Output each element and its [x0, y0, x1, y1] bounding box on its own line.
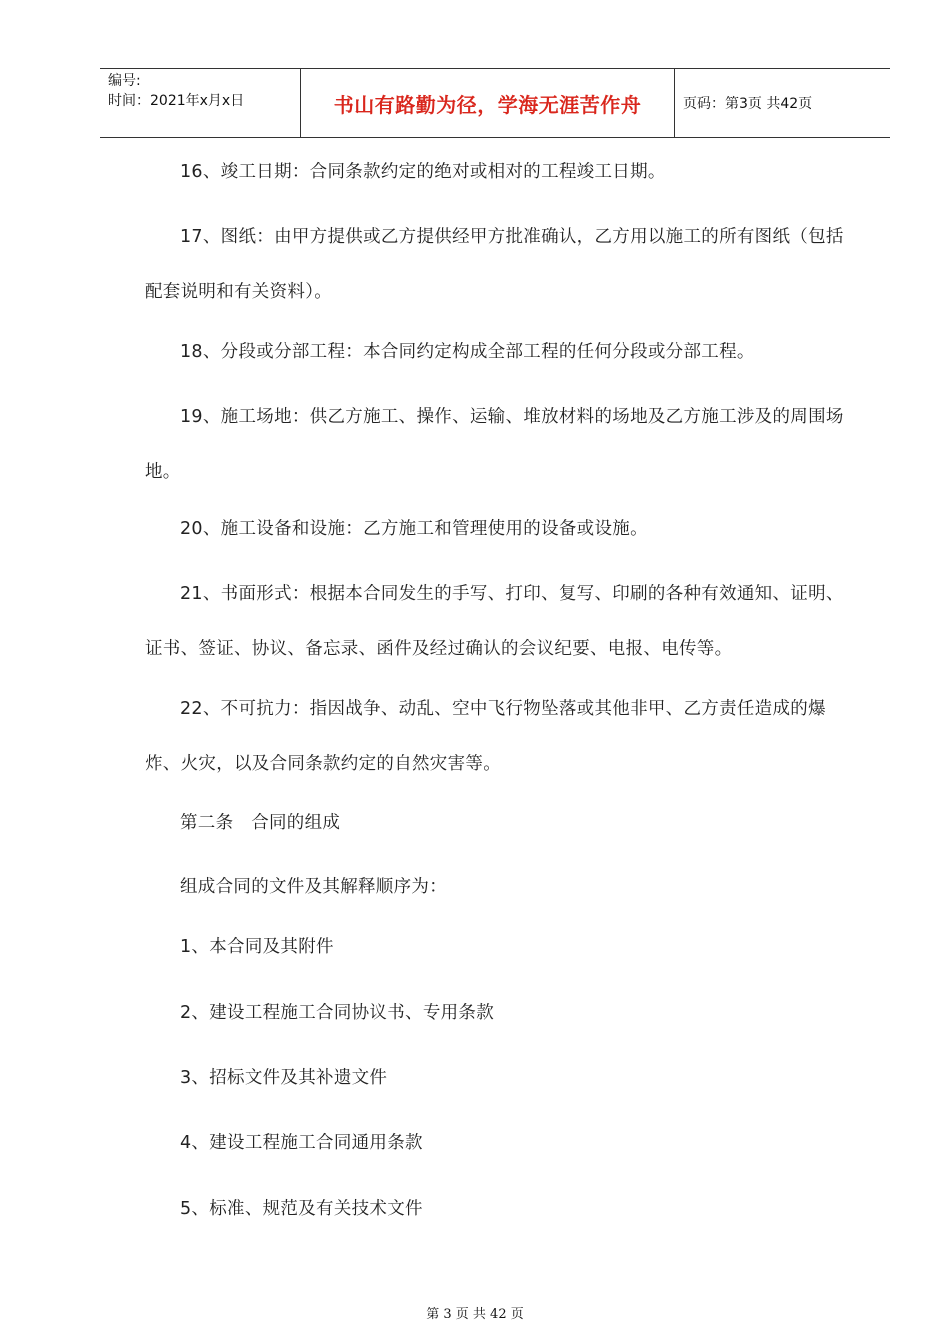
- list-item-2: 2、建设工程施工合同协议书、专用条款: [180, 1003, 495, 1023]
- paragraph-17: 17、图纸：由甲方提供或乙方提供经甲方批准确认，乙方用以施工的所有图纸（包括配套说明和有关资料）。: [145, 227, 844, 302]
- paragraph-20: 20、施工设备和设施：乙方施工和管理使用的设备或设施。: [180, 519, 648, 539]
- paragraph-21: 21、书面形式：根据本合同发生的手写、打印、复写、印刷的各种有效通知、证明、证书、签证、协议、备忘录、函件及经过确认的会议纪要、电报、电传等。: [145, 584, 844, 659]
- header-motto: 书山有路勤为径，学海无涯苦作舟: [301, 69, 675, 137]
- paragraph-22: 22、不可抗力：指因战争、动乱、空中飞行物坠落或其他非甲、乙方责任造成的爆炸、火灾，以及合同条款约定的自然灾害等。: [145, 699, 826, 774]
- list-item-3: 3、招标文件及其补遗文件: [180, 1068, 388, 1088]
- page-header: [100, 68, 890, 138]
- document-time-label: 时间：2021年x月x日: [108, 93, 245, 109]
- header-page-info: 页码：第3页 共42页: [683, 96, 813, 112]
- page-footer: 第 3 页 共 42 页: [426, 1307, 524, 1322]
- list-item-5: 5、标准、规范及有关技术文件: [180, 1199, 423, 1219]
- list-item-1: 1、本合同及其附件: [180, 937, 334, 957]
- list-item-4: 4、建设工程施工合同通用条款: [180, 1133, 423, 1153]
- header-meta: [100, 69, 301, 137]
- document-number-label: 编号:: [108, 73, 141, 89]
- paragraph-16: 16、竣工日期：合同条款约定的绝对或相对的工程竣工日期。: [180, 162, 666, 182]
- paragraph-19: 19、施工场地：供乙方施工、操作、运输、堆放材料的场地及乙方施工涉及的周围场地。: [145, 407, 844, 482]
- composition-intro: 组成合同的文件及其解释顺序为：: [180, 877, 447, 897]
- paragraph-18: 18、分段或分部工程：本合同约定构成全部工程的任何分段或分部工程。: [180, 342, 755, 362]
- article-2-heading: 第二条 合同的组成: [180, 813, 341, 833]
